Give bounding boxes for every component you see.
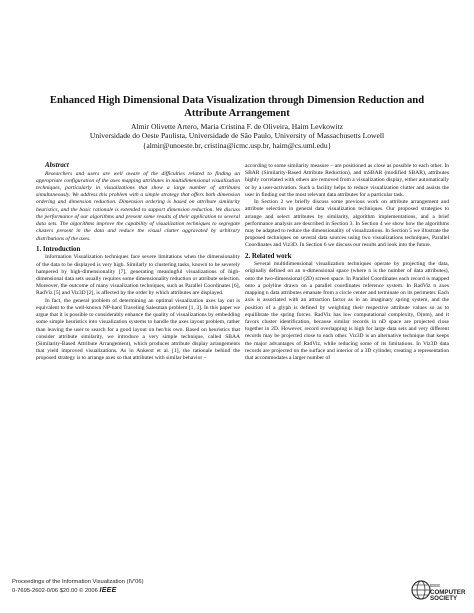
- footer-ieee-mark: IEEE: [99, 586, 117, 594]
- paper-title: [30, 95, 444, 120]
- author-names: Almir Olivette Artero, Maria Cristina F. de Oliveira, Haim Levkowitz: [131, 122, 343, 131]
- abstract-section: [36, 162, 240, 243]
- author-emails: {almir@unoeste.br, cristina@icmc.usp.br, haim@cs.uml.edu}: [142, 140, 332, 150]
- footer-proceedings: Proceedings of the Information Visualization (IV'06): [12, 579, 144, 585]
- right-column: [245, 163, 449, 362]
- intro-paragraph-2: In fact, the general problem of determining an optimal visualization axes lay out is equivalent to the well-known NP-hard Traveling Salesman problem [1, 3]. In this paper we argue that it is possible to considerably enhance the quality of visualizations by embedding some simple heuristics into visualization systems to handle the axes layout problem, rather than leaving the user to search for a good layout on her/his own. Based on heuristics that consider attribute similarity, we introduce a very simple technique, called SBAA (Similarity-Based Attribute Arrangement), which produces attribute display arrangements that yield improved visualizations. As in Ankerst et al. [1], the rationale behind the proposed strategy is to arrange axes so that attributes with similar behavior –: [36, 297, 240, 362]
- footer-isbn-line: [12, 587, 144, 596]
- logo-ieee-text: IEEE: [430, 583, 441, 588]
- logo-line-2: SOCIETY: [430, 595, 458, 603]
- logo-line-1: COMPUTER: [430, 588, 466, 596]
- title-line-1: Enhanced High Dimensional Data Visualization through Dimension Reduction and: [49, 95, 425, 106]
- abstract-text: Researchers and users are well aware of the difficulties related to finding an appropriate configuration of the axes mapping attributes in multidimensional visualization techniques, particularly in visualizations that show a large number of attributes simultaneously. We address this problem with a simple strategy that offers both dimension ordering and dimension reduction. Dimension ordering is based on attribute similarity heuristics, and the basic rationale is extended to support dimension reduction. We discuss the performance of our algorithms and present some results of their application to several data sets. The algorithms improve the capability of visualization techniques to segregate clusters present in the data and reduce the visual clutter aggravated by arbitrary distributions of the axes.: [36, 170, 240, 242]
- related-work-heading: 2. Related work: [245, 252, 292, 260]
- intro-paragraph-1: Information Visualization techniques face severe limitations when the dimensionality of the data to be displayed is very high. Similarly to clustering tasks, known to be severely hampered by high-dimensionality [7], generating meaningful visualizations of high-dimensional data sets usually requires some dimensionality reduction or attribute selection. Moreover, the outcome of many visualization techniques, such as Parallel Coordinates [6], RadViz [5] and Viz3D [2], is affected by the order by which attributes are displayed.: [36, 254, 240, 297]
- left-column: [36, 162, 240, 363]
- footer-isbn: 0-7695-2602-0/06 $20.00 © 2006: [12, 587, 98, 594]
- related-work-paragraph: Several multidimensional visualization techniques operate by projecting the data, originally defined on an n-dimensional space (where n is the number of data attributes), onto the two-dimensional (2D) screen space. In Parallel Coordinates each record is mapped onto a polyline drawn on a parallel coordinates reference system. In RadViz n axes mapping n data attributes emanate from a circle center and terminate on its perimeter. Each axis is associated with an attraction factor as in an imaginary spring system, and the position of a glyph is defined by weighting their respective attribute values so as to equilibrate the spring forces. RadViz has low computational complexity, O(nm), and it favors cluster identification, because similar records in nD space are projected close together in 2D. However, record overlapping is high for large data sets and very different records may be projected close to each other. Viz3D is an alternative technique that keeps the major advantages of RadViz, while reducing some of its limitations. In Viz3D data records are projected on the surface and interior of a 3D cylinder, creating a representation that accommodates a larger number of: [245, 261, 449, 362]
- computer-society-wordmark: [430, 583, 465, 603]
- abstract-heading: Abstract: [45, 162, 69, 169]
- intro-paragraph-3: according to some similarity measure – are positioned as close as possible to each other. In SBAR (Similarity-Based Attribute Reduction), and mSBAR (modified SBAR), attributes highly correlated with others are removed from a visualization display, either automatically or by a user-activation. Such a facility helps to reduce visualization clutter and assists the user in finding out the most relevant data attributes for a particular task.: [245, 163, 449, 198]
- intro-paragraph-4: In Section 2 we briefly discuss some previous work on attribute arrangement and attribute selection in general data visualization techniques. Our proposed strategies to arrange and select attributes by similarity, algorithm implementations, and a brief performance analysis are described in Section 3. In Section 4 we show how the algorithms may be adapted to reduce the dimensionality of visualizations. In Section 5 we illustrate the proposed techniques on several data sources using two visualizations techniques, Parallel Coordinates and Viz3D. In Section 6 we discuss our results and look into the future.: [245, 199, 449, 249]
- intro-heading: 1. Introduction: [36, 245, 81, 253]
- author-block: [30, 122, 444, 150]
- author-affiliations: Universidade do Oeste Paulista, Universidade de São Paulo, University of Massachusetts Lowell: [89, 131, 385, 141]
- title-line-2: Attribute Arrangement: [184, 107, 290, 119]
- page-footer: [12, 578, 144, 595]
